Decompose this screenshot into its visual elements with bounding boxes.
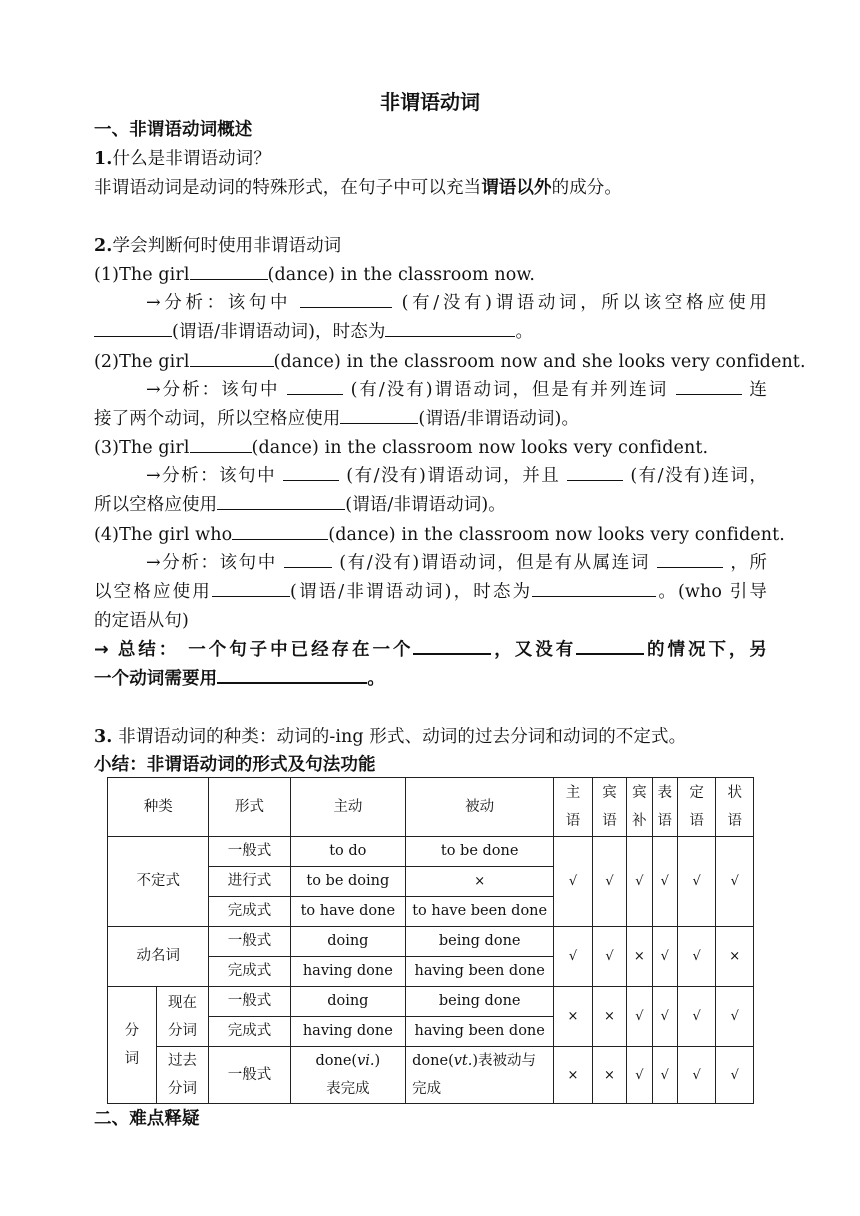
analysis-text: (谓语/非谓语动词)，时态为: [289, 582, 533, 602]
answer-blank[interactable]: [212, 581, 290, 597]
kind-char: 分: [124, 1023, 140, 1039]
definition-emphasis: 谓语以外: [481, 178, 552, 198]
passive-cell: ×: [406, 867, 554, 897]
example-text: (dance) in the classroom now looks very confident.: [251, 438, 709, 458]
active-cell: to be doing: [290, 867, 406, 897]
header-char: 语: [657, 813, 672, 829]
form-cell: 一般式: [209, 1047, 290, 1104]
passive-cell: to be done: [406, 837, 554, 867]
nonfinite-forms-table: [107, 777, 754, 1104]
kind-participle: [108, 987, 157, 1104]
summary-line-2: [94, 667, 767, 691]
table-row: [108, 837, 754, 867]
question-text: 学会判断何时使用非谓语动词: [112, 236, 342, 256]
answer-blank[interactable]: [283, 465, 339, 481]
analysis-2-line-1: [146, 378, 767, 402]
mark-cell: ×: [592, 1047, 626, 1104]
analysis-text: →分析：该句中: [146, 293, 292, 313]
table-row: [108, 987, 754, 1017]
kind-gerund: 动名词: [108, 927, 209, 987]
analysis-text: 连: [749, 380, 767, 400]
analysis-4-line-2: [94, 580, 767, 604]
answer-blank[interactable]: [340, 408, 418, 424]
active-cell: to do: [290, 837, 406, 867]
example-4: [94, 523, 785, 547]
example-text: (4)The girl who: [94, 525, 233, 545]
table-row: [108, 927, 754, 957]
header-char: 语: [565, 813, 581, 829]
analysis-3-line-2: [94, 493, 767, 517]
mark-cell: √: [716, 837, 754, 927]
passive-cell: having been done: [406, 957, 554, 987]
mark-cell: ×: [554, 987, 593, 1047]
passive-cell: [406, 1047, 554, 1104]
mark-cell: √: [627, 837, 652, 927]
analysis-text: (谓语/非谓语动词)。: [345, 495, 506, 515]
mark-cell: √: [716, 987, 754, 1047]
header-char: 补: [632, 813, 647, 829]
subkind-text: 分词: [168, 1022, 198, 1039]
header-char: 宾: [602, 785, 617, 801]
analysis-4-line-3: 的定语从句): [94, 611, 189, 631]
example-1: [94, 263, 767, 287]
analysis-text: →分析：该句中: [146, 553, 277, 573]
cell-text: ): [374, 1053, 381, 1069]
header-attributive: [677, 778, 716, 837]
analysis-text: 。(who 引导: [656, 582, 767, 602]
mark-cell: √: [592, 927, 626, 987]
summary-text: 。: [367, 669, 385, 689]
mark-cell: √: [554, 837, 593, 927]
section-heading-overview: 一、非谓语动词概述: [94, 120, 253, 140]
question-number: 1.: [94, 149, 113, 169]
answer-blank[interactable]: [190, 264, 268, 280]
kind-infinitive: 不定式: [108, 837, 209, 927]
mark-cell: √: [677, 1047, 716, 1104]
active-cell: doing: [290, 987, 406, 1017]
passive-cell: having been done: [406, 1017, 554, 1047]
answer-blank[interactable]: [217, 667, 367, 684]
mark-cell: √: [652, 987, 677, 1047]
example-3: [94, 436, 767, 460]
mark-cell: √: [677, 837, 716, 927]
form-cell: 完成式: [209, 897, 290, 927]
analysis-text: (谓语/非谓语动词)，时态为: [172, 322, 386, 342]
header-char: 状: [727, 785, 742, 801]
cell-text-italic: vi.: [357, 1053, 375, 1069]
analysis-1-line-2: [94, 320, 767, 344]
definition-line: [94, 176, 767, 200]
header-char: 语: [689, 813, 704, 829]
mark-cell: ×: [592, 987, 626, 1047]
answer-blank[interactable]: [284, 552, 332, 568]
header-char: 语: [727, 813, 742, 829]
question-text: 什么是非谓语动词？: [112, 149, 271, 169]
kind-char: 词: [124, 1051, 140, 1067]
table-title: 小结：非谓语动词的形式及句法功能: [94, 755, 376, 775]
analysis-text: →分析：该句中: [146, 380, 280, 400]
cell-text: done(: [412, 1053, 454, 1069]
mark-cell: √: [627, 1047, 652, 1104]
header-char: 宾: [632, 785, 647, 801]
answer-blank[interactable]: [287, 379, 343, 395]
active-cell: having done: [290, 957, 406, 987]
analysis-text: 以空格应使用: [94, 582, 212, 602]
mark-cell: √: [554, 927, 593, 987]
analysis-text: 接了两个动词，所以空格应使用: [94, 409, 341, 429]
definition-text-end: 的成分。: [551, 178, 623, 198]
mark-cell: √: [677, 987, 716, 1047]
form-cell: 进行式: [209, 867, 290, 897]
analysis-text: (有/没有)连词，: [630, 466, 767, 486]
cell-text: 表完成: [326, 1081, 370, 1097]
question-2: [94, 234, 767, 258]
subkind-text: 过去: [168, 1053, 198, 1069]
example-2: [94, 350, 806, 374]
analysis-4-line-1: [146, 551, 767, 575]
mark-cell: ×: [554, 1047, 593, 1104]
passive-cell: being done: [406, 987, 554, 1017]
question-1: [94, 147, 767, 171]
answer-blank[interactable]: [567, 465, 623, 481]
mark-cell: √: [652, 927, 677, 987]
header-passive: 被动: [406, 778, 554, 837]
form-cell: 完成式: [209, 1017, 290, 1047]
page-title: 非谓语动词: [380, 90, 480, 114]
answer-blank[interactable]: [576, 638, 644, 655]
form-cell: 一般式: [209, 837, 290, 867]
summary-text: → 总结： 一个句子中已经存在一个: [94, 640, 414, 660]
answer-blank[interactable]: [413, 638, 491, 655]
subkind-text: 现在: [168, 994, 198, 1011]
header-object-complement: [627, 778, 652, 837]
summary-text: 一个动词需要用: [94, 669, 218, 689]
analysis-text: (有/没有)谓语动词，并且: [346, 466, 561, 486]
header-active: 主动: [290, 778, 406, 837]
mark-cell: √: [677, 927, 716, 987]
example-text: (dance) in the classroom now looks very confident.: [328, 525, 785, 545]
form-cell: 一般式: [209, 987, 290, 1017]
header-char: 表: [657, 785, 672, 801]
example-text: (3)The girl: [94, 438, 190, 458]
active-cell: doing: [290, 927, 406, 957]
answer-blank[interactable]: [190, 351, 274, 367]
answer-blank[interactable]: [94, 321, 172, 337]
mark-cell: √: [652, 837, 677, 927]
summary-line-1: [94, 638, 767, 662]
analysis-text: ，所: [730, 553, 768, 573]
mark-cell: √: [716, 1047, 754, 1104]
cell-text: )表被动与: [472, 1053, 537, 1069]
header-char: 语: [602, 813, 617, 829]
mark-cell: √: [592, 837, 626, 927]
example-text: (1)The girl: [94, 265, 190, 285]
table-header-row: [108, 778, 754, 837]
question-text: 非谓语动词的种类：动词的-ing 形式、动词的过去分词和动词的不定式。: [112, 727, 687, 747]
summary-text: 的情况下，另: [644, 640, 767, 660]
analysis-1-line-1: [146, 291, 767, 315]
subkind-text: 分词: [168, 1081, 198, 1097]
example-text: (2)The girl: [94, 352, 190, 372]
subkind-present-participle: [156, 987, 209, 1047]
header-object: [592, 778, 626, 837]
answer-blank[interactable]: [217, 494, 345, 510]
active-cell: to have done: [290, 897, 406, 927]
cell-text: 完成: [412, 1081, 442, 1097]
answer-blank[interactable]: [300, 292, 392, 308]
form-cell: 一般式: [209, 927, 290, 957]
answer-blank[interactable]: [532, 581, 656, 597]
example-text: (dance) in the classroom now and she looks very confident.: [273, 352, 806, 372]
header-char: 定: [689, 785, 704, 801]
analysis-3-line-1: [146, 464, 767, 488]
analysis-text: (有/没有)谓语动词，但是有从属连词: [339, 553, 650, 573]
example-text: (dance) in the classroom now.: [267, 265, 536, 285]
analysis-text: (谓语/非谓语动词)。: [418, 409, 580, 429]
analysis-text: 所以空格应使用: [94, 495, 218, 515]
question-number: 2.: [94, 236, 113, 256]
active-cell: having done: [290, 1017, 406, 1047]
analysis-text: (有/没有)谓语动词，但是有并列连词: [350, 380, 669, 400]
cell-text-italic: vt.: [453, 1053, 473, 1069]
mark-cell: ×: [716, 927, 754, 987]
answer-blank[interactable]: [657, 552, 723, 568]
header-char: 主: [565, 785, 581, 801]
question-3: [94, 725, 767, 749]
passive-cell: to have been done: [406, 897, 554, 927]
summary-text: ，又没有: [491, 640, 577, 660]
answer-blank[interactable]: [232, 524, 328, 540]
section-heading-difficulties: 二、难点释疑: [94, 1109, 200, 1129]
subkind-past-participle: [156, 1047, 209, 1104]
passive-cell: being done: [406, 927, 554, 957]
answer-blank[interactable]: [676, 379, 742, 395]
analysis-2-line-2: [94, 407, 767, 431]
answer-blank[interactable]: [190, 437, 252, 453]
analysis-text: (有/没有)谓语动词，所以该空格应使用: [401, 293, 767, 313]
header-adverbial: [716, 778, 754, 837]
analysis-text: →分析：该句中: [146, 466, 277, 486]
header-predicative: [652, 778, 677, 837]
mark-cell: ×: [627, 927, 652, 987]
definition-text: 非谓语动词是动词的特殊形式，在句子中可以充当: [94, 178, 482, 198]
form-cell: 完成式: [209, 957, 290, 987]
header-subject: [554, 778, 593, 837]
analysis-text: 。: [515, 322, 534, 342]
question-number: 3.: [94, 727, 113, 747]
active-cell: [290, 1047, 406, 1104]
header-kind: 种类: [108, 778, 209, 837]
cell-text: done(: [315, 1053, 358, 1069]
mark-cell: √: [652, 1047, 677, 1104]
mark-cell: √: [627, 987, 652, 1047]
answer-blank[interactable]: [385, 321, 515, 337]
header-form: 形式: [209, 778, 290, 837]
